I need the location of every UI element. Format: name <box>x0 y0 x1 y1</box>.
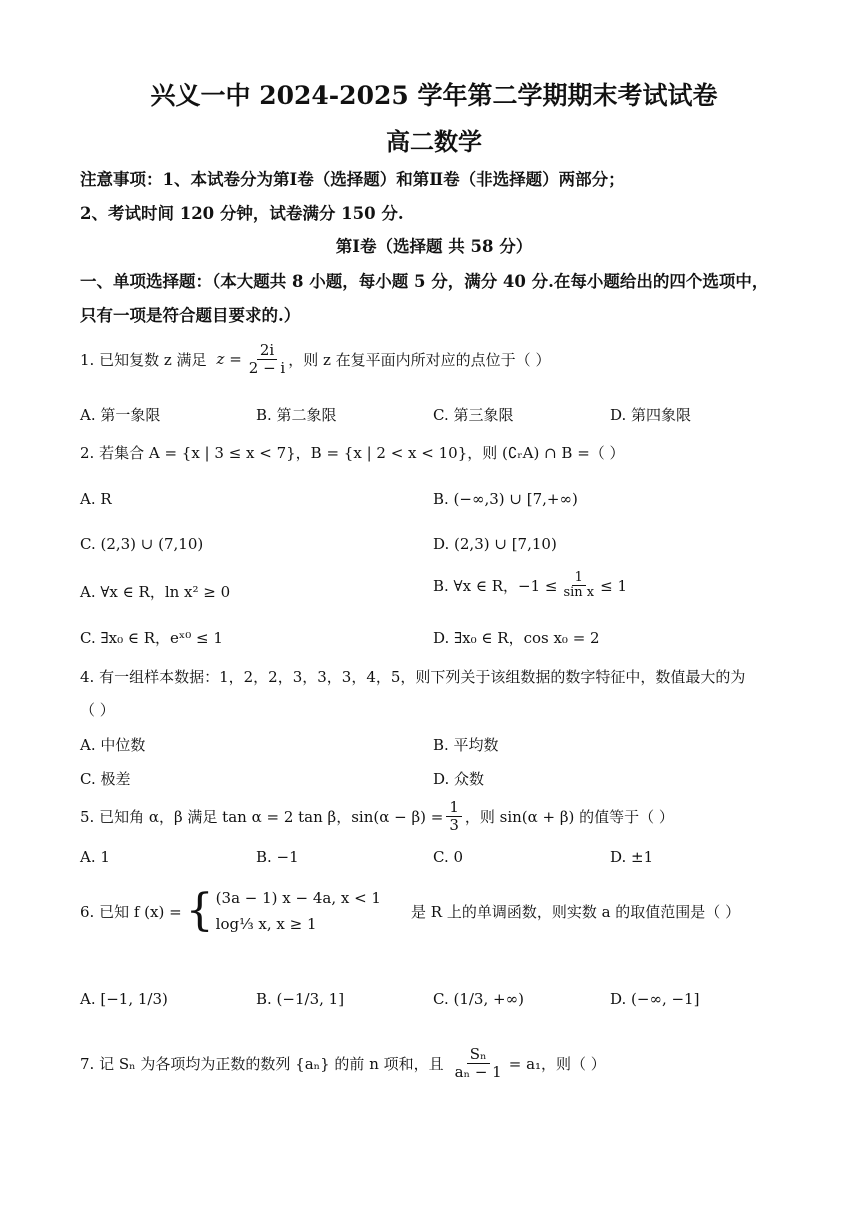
section-instruction-1: 一、单项选择题：（本大题共 8 小题，每小题 5 分，满分 40 分.在每小题给出的四个选项中， <box>80 272 769 291</box>
q2-option-a: A. R <box>80 490 112 508</box>
q3-option-b-post: ≤ 1 <box>600 576 628 595</box>
q6-piecewise <box>216 885 381 938</box>
q5-pre: 5. 已知角 α，β 满足 tan α = 2 tan β，sin(α − β) = <box>80 807 444 826</box>
q7-denominator: aₙ − 1 <box>454 1062 502 1081</box>
q5-option-c: C. 0 <box>433 848 464 866</box>
q6-option-d: D. (−∞, −1] <box>610 990 700 1008</box>
q7-fraction <box>452 1046 505 1080</box>
q1-option-a: A. 第一象限 <box>80 406 161 424</box>
part1-title: 第Ⅰ卷（选择题 共 58 分） <box>335 237 533 256</box>
q3-option-b-pre: B. ∀x ∈ R，−1 ≤ <box>433 577 558 596</box>
q4-option-a: A. 中位数 <box>80 736 146 754</box>
q3-option-b-fraction <box>560 571 597 601</box>
q1-numerator: 2i <box>257 342 277 360</box>
q6-post: 是 R 上的单调函数，则实数 a 的取值范围是（ ） <box>410 902 741 921</box>
q6-case-2: log⅓ x, x ≥ 1 <box>215 915 317 934</box>
exam-subtitle: 高二数学 <box>386 127 482 156</box>
q1-post: ，则 z 在复平面内所对应的点位于（ ） <box>288 350 551 369</box>
q5-option-b: B. −1 <box>256 848 299 866</box>
q3-option-a: A. ∀x ∈ R，ln x² ≥ 0 <box>80 583 231 601</box>
q3-option-b <box>433 571 627 601</box>
q6-pre: 6. 已知 f (x) = <box>80 902 182 921</box>
q6-option-a: A. [−1, 1/3) <box>80 990 168 1008</box>
question-4-bracket: （ ） <box>80 701 115 719</box>
q4-option-b: B. 平均数 <box>433 736 499 754</box>
q7-post: = a₁，则（ ） <box>508 1054 606 1073</box>
q7-numerator: Sₙ <box>467 1046 490 1064</box>
q7-pre: 7. 记 Sₙ 为各项均为正数的数列 {aₙ} 的前 n 项和，且 <box>80 1054 444 1073</box>
question-2: 2. 若集合 A = {x | 3 ≤ x < 7}，B = {x | 2 < x < 10}，则 (∁ᵣA) ∩ B =（ ） <box>80 444 625 462</box>
question-5 <box>80 799 674 833</box>
q3-option-b-numerator: 1 <box>572 571 586 586</box>
q6-left-brace: { <box>185 885 214 937</box>
q2-option-b: B. (−∞,3) ∪ [7,+∞) <box>433 490 578 508</box>
q4-option-c: C. 极差 <box>80 770 131 788</box>
q2-option-d: D. (2,3) ∪ [7,10) <box>433 535 557 553</box>
q1-pre: 1. 已知复数 z 满足 <box>80 350 207 369</box>
notes-line-1: 注意事项：1、本试卷分为第Ⅰ卷（选择题）和第Ⅱ卷（非选择题）两部分； <box>80 170 625 189</box>
q6-case-1: (3a − 1) x − 4a, x < 1 <box>215 889 381 907</box>
q2-option-c: C. (2,3) ∪ (7,10) <box>80 535 204 553</box>
q6-option-b: B. (−1/3, 1] <box>256 990 345 1008</box>
q6-option-c: C. (1/3, +∞) <box>433 990 524 1008</box>
q3-option-c: C. ∃x₀ ∈ R，eˣ⁰ ≤ 1 <box>80 629 223 647</box>
q1-option-d: D. 第四象限 <box>610 406 692 424</box>
q1-option-c: C. 第三象限 <box>433 406 514 424</box>
notes-line-2: 2、考试时间 120 分钟，试卷满分 150 分. <box>80 204 404 223</box>
exam-title: 兴义一中 2024-2025 学年第二学期期末考试试卷 <box>150 81 718 110</box>
q5-denominator: 3 <box>449 815 459 834</box>
q4-option-d: D. 众数 <box>433 770 485 788</box>
q5-option-a: A. 1 <box>80 848 110 866</box>
q1-denominator: 2 − i <box>248 358 286 377</box>
question-7 <box>80 1046 606 1080</box>
q3-option-d: D. ∃x₀ ∈ R，cos x₀ = 2 <box>433 629 600 647</box>
q5-numerator: 1 <box>446 799 462 817</box>
question-4: 4. 有一组样本数据：1，2，2，3，3，3，4，5，则下列关于该组数据的数字特征中，数值最大的为 <box>80 668 746 686</box>
q1-fraction <box>246 342 288 376</box>
q5-option-d: D. ±1 <box>610 848 654 866</box>
question-1 <box>80 342 550 376</box>
question-6 <box>80 885 740 938</box>
section-instruction-2: 只有一项是符合题目要求的.） <box>80 306 301 325</box>
q1-lhs: z = <box>216 350 242 368</box>
q5-post: ，则 sin(α + β) 的值等于（ ） <box>464 807 674 826</box>
q5-fraction <box>446 799 462 833</box>
q3-option-b-denominator: sin x <box>563 585 595 601</box>
q1-option-b: B. 第二象限 <box>256 406 337 424</box>
